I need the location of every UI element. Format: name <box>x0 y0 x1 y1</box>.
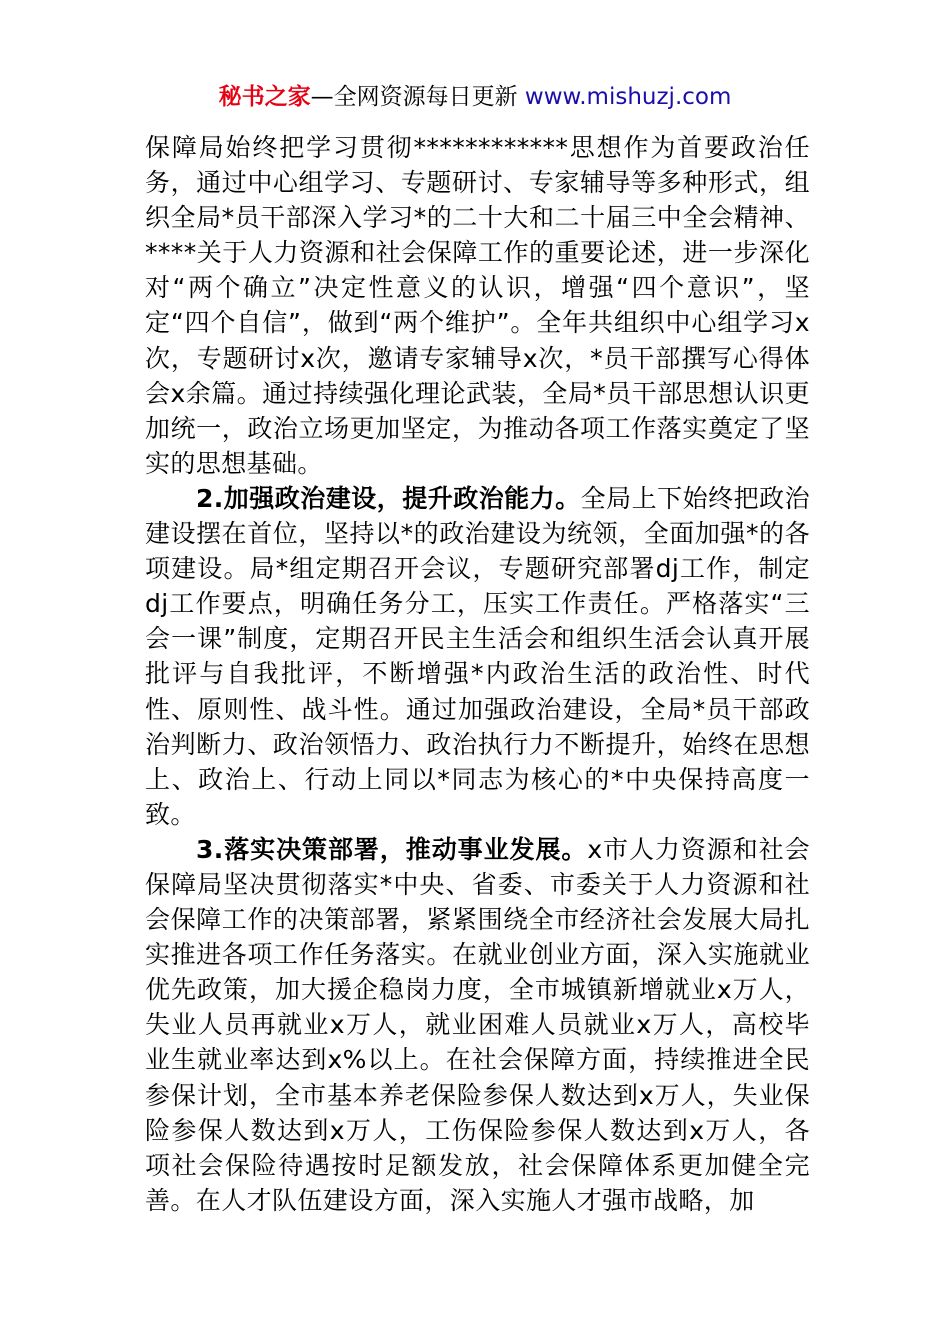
paragraph-3 <box>145 832 810 1218</box>
paragraph-2-heading: 2.加强政治建设，提升政治能力。 <box>196 483 581 513</box>
paragraph-2-text: 全局上下始终把政治建设摆在首位，坚持以*的政治建设为统领，全面加强*的各项建设。局*组定期召开会议，专题研究部署dj工作，制定dj工作要点，明确任务分工，压实工作责任。严格落实“三会一课”制度，定期召开民主生活会和组织生活会认真开展批评与自我批评，不断增强*内政治生活的政治性、时代性、原则性、战斗性。通过加强政治建设，全局*员干部政治判断力、政治领悟力、政治执行力不断提升，始终在思想上、政治上、行动上同以*同志为核心的*中央保持高度一致。 <box>145 483 811 829</box>
paragraph-1 <box>145 130 810 481</box>
site-url-link[interactable]: www.mishuzj.com <box>524 84 732 110</box>
site-tagline: —全网资源每日更新 <box>310 84 518 110</box>
paragraph-2 <box>145 481 810 832</box>
site-brand: 秘书之家 <box>218 84 311 110</box>
paragraph-1-text: 保障局始终把学习贯彻************思想作为首要政治任务，通过中心组学习、专题研讨、专家辅导等多种形式，组织全局*员干部深入学习*的二十大和二十届三中全会精神、****关于人力资源和社会保障工作的重要论述，进一步深化对“两个确立”决定性意义的认识，增强“四个意识”，坚定“四个自信”，做到“两个维护”。全年共组织中心组学习x次，专题研讨x次，邀请专家辅导x次，*员干部撰写心得体会x余篇。通过持续强化理论武装，全局*员干部思想认识更加统一，政治立场更加坚定，为推动各项工作落实奠定了坚实的思想基础。 <box>145 133 810 478</box>
site-header <box>0 80 950 114</box>
paragraph-3-text: x市人力资源和社会保障局坚决贯彻落实*中央、省委、市委关于人力资源和社会保障工作的决策部署，紧紧围绕全市经济社会发展大局扎实推进各项工作任务落实。在就业创业方面，深入实施就业优先政策，加大援企稳岗力度，全市城镇新增就业x万人，失业人员再就业x万人，就业困难人员就业x万人，高校毕业生就业率达到x%以上。在社会保障方面，持续推进全民参保计划，全市基本养老保险参保人数达到x万人，失业保险参保人数达到x万人，工伤保险参保人数达到x万人，各项社会保险待遇按时足额发放，社会保障体系更加健全完善。在人才队伍建设方面，深入实施人才强市战略，加 <box>145 834 811 1215</box>
paragraph-3-heading: 3.落实决策部署，推动事业发展。 <box>196 834 588 864</box>
document-body <box>145 130 810 1218</box>
